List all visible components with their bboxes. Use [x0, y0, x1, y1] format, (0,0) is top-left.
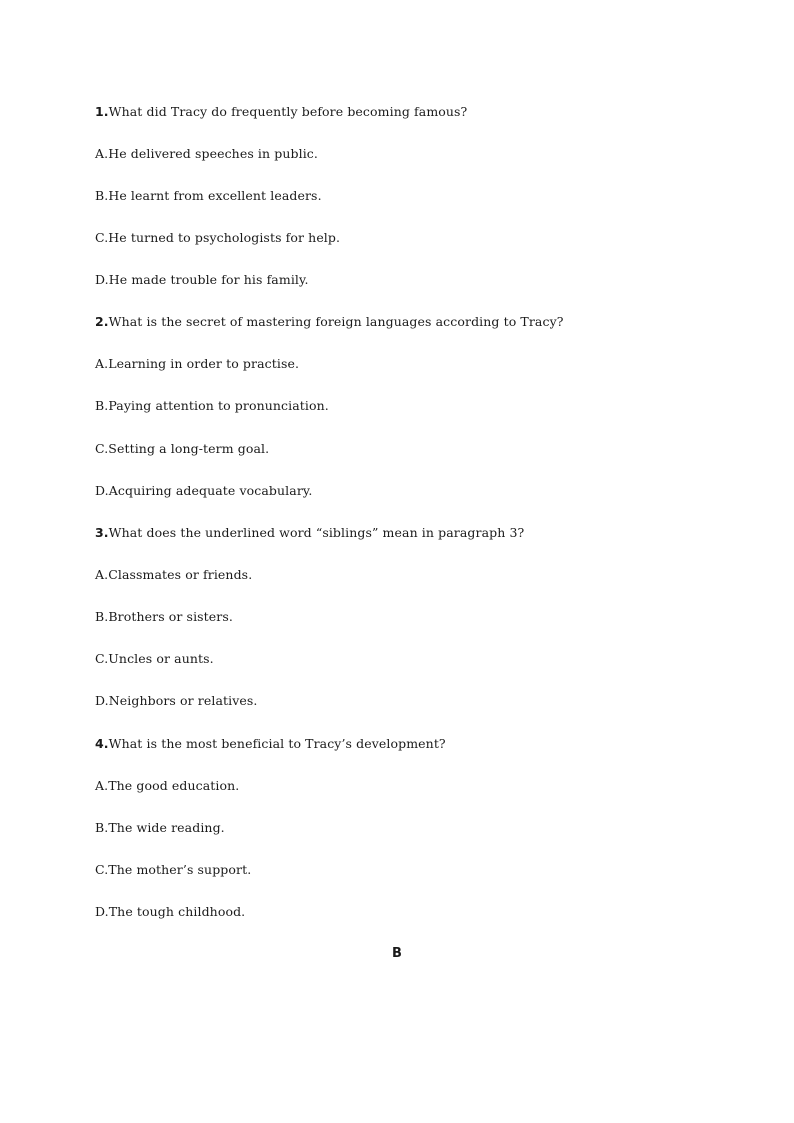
question-1-number: 1.: [95, 104, 109, 119]
question-2-text: What is the secret of mastering foreign languages according to Tracy?: [108, 314, 564, 329]
question-1-option-d: D.He made trouble for his family.: [95, 272, 309, 287]
question-3-option-a: A.Classmates or friends.: [95, 567, 253, 582]
question-2-option-a: A.Learning in order to practise.: [95, 356, 300, 371]
question-3-option-b: B.Brothers or sisters.: [95, 609, 233, 624]
question-3-number: 3.: [95, 525, 109, 540]
question-2-stem: [95, 314, 564, 330]
question-2-option-d: D.Acquiring adequate vocabulary.: [95, 483, 313, 498]
question-4-option-b: B.The wide reading.: [95, 820, 225, 835]
question-1-stem: [95, 104, 467, 120]
question-4-text: What is the most beneficial to Tracy’s development?: [108, 736, 446, 751]
question-2-number: 2.: [95, 314, 109, 329]
question-4-option-c: C.The mother’s support.: [95, 862, 252, 877]
question-2-option-c: C.Setting a long-term goal.: [95, 441, 270, 456]
question-1-option-b: B.He learnt from excellent leaders.: [95, 188, 322, 203]
question-4-option-d: D.The tough childhood.: [95, 904, 246, 919]
question-2-option-b: B.Paying attention to pronunciation.: [95, 398, 329, 413]
question-4-stem: [95, 736, 446, 752]
question-1-option-c: C.He turned to psychologists for help.: [95, 230, 341, 245]
question-1-option-a: A.He delivered speeches in public.: [95, 146, 318, 161]
question-3-option-d: D.Neighbors or relatives.: [95, 693, 258, 708]
section-label: B: [392, 946, 402, 961]
question-4-option-a: A.The good education.: [95, 778, 240, 793]
question-4-number: 4.: [95, 736, 109, 751]
question-3-stem: [95, 525, 524, 541]
question-3-text: What does the underlined word “siblings” mean in paragraph 3?: [108, 525, 525, 540]
question-1-text: What did Tracy do frequently before becoming famous?: [108, 104, 468, 119]
question-3-option-c: C.Uncles or aunts.: [95, 651, 214, 666]
